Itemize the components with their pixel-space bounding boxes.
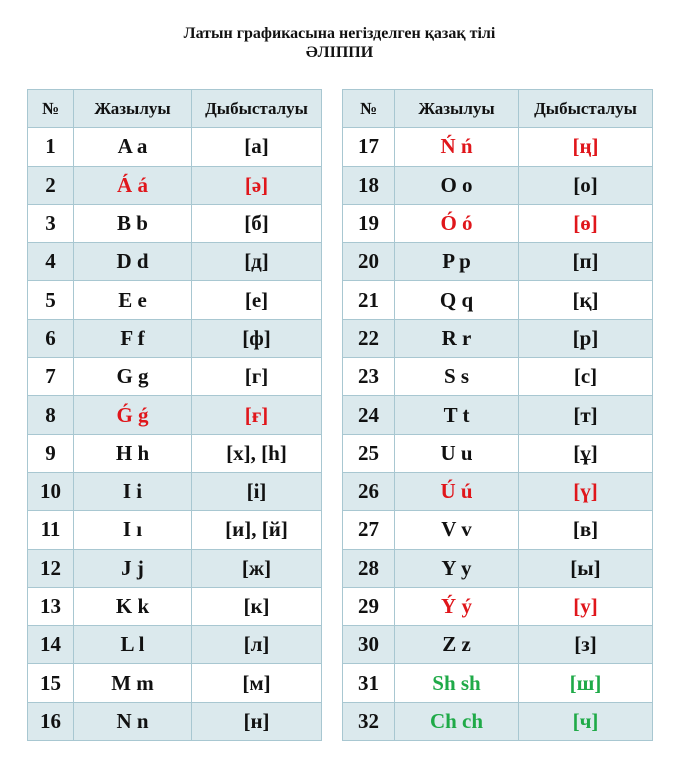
table-row [343,549,653,587]
letter-pronunciation: [ш] [519,664,653,702]
letter-writing: P p [395,243,519,281]
table-row [28,319,322,357]
alphabet-table-right-body [343,90,653,741]
title-line-1: Латын графикасына негізделген қазақ тілі [183,25,496,42]
table-header-row [28,90,322,128]
table-row [343,319,653,357]
letter-pronunciation: [і] [192,472,322,510]
letter-number: 11 [28,511,74,549]
letter-writing: K k [74,587,192,625]
table-row [343,243,653,281]
header-number: № [28,90,74,128]
letter-writing: Ú ú [395,472,519,510]
letter-writing: Ch ch [395,702,519,740]
table-row [343,472,653,510]
table-row [28,664,322,702]
alphabet-table-left-body [28,90,322,741]
letter-pronunciation: [в] [519,511,653,549]
letter-pronunciation: [з] [519,626,653,664]
letter-writing: J j [74,549,192,587]
letter-number: 5 [28,281,74,319]
letter-pronunciation: [б] [192,204,322,242]
table-row [343,281,653,319]
letter-number: 3 [28,204,74,242]
letter-number: 7 [28,358,74,396]
letter-writing: T t [395,396,519,434]
letter-pronunciation: [л] [192,626,322,664]
letter-pronunciation: [ң] [519,128,653,166]
alphabet-table-left [27,89,322,741]
letter-writing: Q q [395,281,519,319]
title-line-2: ӘЛІППИ [305,44,374,61]
header-number: № [343,90,395,128]
letter-pronunciation: [ф] [192,319,322,357]
letter-number: 28 [343,549,395,587]
letter-number: 16 [28,702,74,740]
letter-writing: Ń ń [395,128,519,166]
letter-pronunciation: [т] [519,396,653,434]
table-row [343,664,653,702]
letter-writing: I i [74,472,192,510]
table-row [28,434,322,472]
letter-pronunciation: [ж] [192,549,322,587]
letter-number: 6 [28,319,74,357]
letter-pronunciation: [с] [519,358,653,396]
letter-number: 27 [343,511,395,549]
letter-number: 26 [343,472,395,510]
letter-writing: U u [395,434,519,472]
letter-number: 13 [28,587,74,625]
letter-number: 20 [343,243,395,281]
letter-writing: I ı [74,511,192,549]
table-row [28,549,322,587]
letter-writing: F f [74,319,192,357]
letter-number: 21 [343,281,395,319]
letter-writing: N n [74,702,192,740]
letter-pronunciation: [у] [519,587,653,625]
letter-number: 30 [343,626,395,664]
table-row [343,358,653,396]
table-row [343,626,653,664]
letter-writing: V v [395,511,519,549]
letter-writing: R r [395,319,519,357]
table-row [343,166,653,204]
letter-pronunciation: [қ] [519,281,653,319]
table-row [28,281,322,319]
letter-number: 12 [28,549,74,587]
letter-writing: D d [74,243,192,281]
letter-pronunciation: [ы] [519,549,653,587]
letter-pronunciation: [ө] [519,204,653,242]
letter-pronunciation: [к] [192,587,322,625]
table-row [343,511,653,549]
table-header-row [343,90,653,128]
letter-writing: Ý ý [395,587,519,625]
letter-writing: S s [395,358,519,396]
letter-pronunciation: [ү] [519,472,653,510]
letter-number: 29 [343,587,395,625]
table-row [343,587,653,625]
table-row [28,358,322,396]
letter-number: 23 [343,358,395,396]
table-row [28,626,322,664]
table-row [28,243,322,281]
letter-writing: Sh sh [395,664,519,702]
letter-number: 22 [343,319,395,357]
header-pronunciation: Дыбысталуы [192,90,322,128]
letter-number: 18 [343,166,395,204]
letter-writing: Y y [395,549,519,587]
letter-number: 4 [28,243,74,281]
letter-pronunciation: [ұ] [519,434,653,472]
letter-writing: Z z [395,626,519,664]
table-row [28,128,322,166]
letter-pronunciation: [м] [192,664,322,702]
letter-number: 2 [28,166,74,204]
letter-writing: Ó ó [395,204,519,242]
letter-pronunciation: [р] [519,319,653,357]
table-row [28,511,322,549]
letter-number: 25 [343,434,395,472]
letter-pronunciation: [х], [һ] [192,434,322,472]
letter-pronunciation: [е] [192,281,322,319]
letter-number: 10 [28,472,74,510]
letter-writing: B b [74,204,192,242]
letter-number: 9 [28,434,74,472]
letter-number: 1 [28,128,74,166]
letter-pronunciation: [г] [192,358,322,396]
letter-writing: Á á [74,166,192,204]
table-row [343,396,653,434]
table-row [343,128,653,166]
letter-pronunciation: [н] [192,702,322,740]
letter-pronunciation: [о] [519,166,653,204]
letter-pronunciation: [ч] [519,702,653,740]
document-title [0,24,679,62]
table-row [28,204,322,242]
letter-writing: G g [74,358,192,396]
alphabet-table-right [342,89,653,741]
letter-writing: M m [74,664,192,702]
letter-writing: Ǵ ǵ [74,396,192,434]
letter-writing: H h [74,434,192,472]
letter-pronunciation: [а] [192,128,322,166]
letter-number: 31 [343,664,395,702]
letter-pronunciation: [ә] [192,166,322,204]
table-row [28,702,322,740]
table-row [28,472,322,510]
table-row [28,166,322,204]
table-row [343,204,653,242]
letter-writing: E e [74,281,192,319]
letter-number: 24 [343,396,395,434]
letter-writing: O o [395,166,519,204]
letter-writing: A a [74,128,192,166]
letter-number: 32 [343,702,395,740]
table-row [28,587,322,625]
header-writing: Жазылуы [395,90,519,128]
letter-number: 19 [343,204,395,242]
table-row [28,396,322,434]
header-pronunciation: Дыбысталуы [519,90,653,128]
letter-pronunciation: [д] [192,243,322,281]
letter-pronunciation: [п] [519,243,653,281]
letter-pronunciation: [ғ] [192,396,322,434]
letter-pronunciation: [и], [й] [192,511,322,549]
letter-number: 14 [28,626,74,664]
table-row [343,434,653,472]
letter-writing: L l [74,626,192,664]
header-writing: Жазылуы [74,90,192,128]
table-row [343,702,653,740]
letter-number: 17 [343,128,395,166]
letter-number: 15 [28,664,74,702]
letter-number: 8 [28,396,74,434]
